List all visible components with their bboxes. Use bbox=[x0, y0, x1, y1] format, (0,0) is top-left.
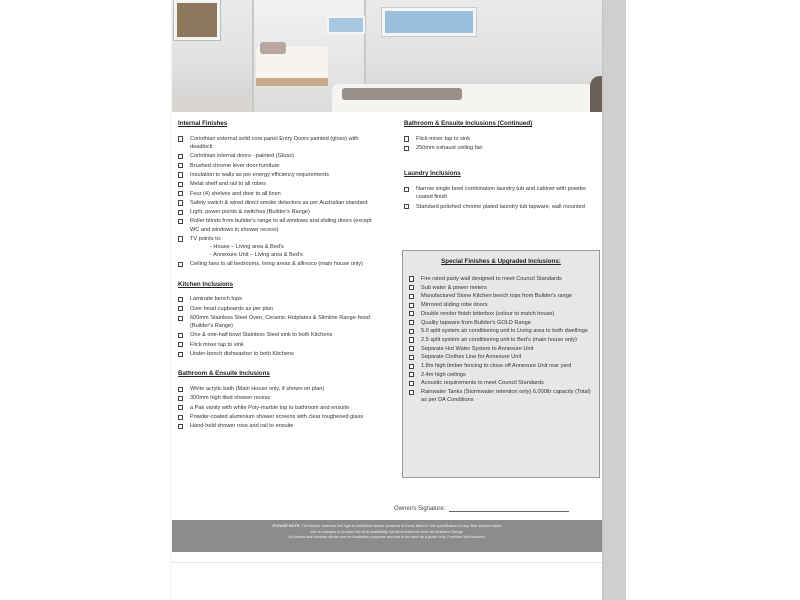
list-item: Acoustic requirements to meet Council Standards bbox=[409, 379, 593, 387]
checkbox-icon bbox=[409, 311, 414, 316]
checklist bbox=[178, 385, 378, 430]
left-column bbox=[178, 118, 378, 442]
photo-reflected-pillow bbox=[260, 42, 286, 54]
list-item: Mirrored sliding robe doors bbox=[409, 301, 593, 309]
list-item: 2.5 split system air conditioning unit to Bed's (main house only) bbox=[409, 336, 593, 344]
checkbox-icon bbox=[178, 396, 183, 401]
special-heading: Special Finishes & Upgraded Inclusions: bbox=[441, 258, 561, 265]
checkbox-icon bbox=[409, 294, 414, 299]
list-item: 600mm Stainless Steel Oven, Ceramic Hotplates & Slimline Range-hood (Builder's Range) bbox=[178, 314, 378, 330]
checklist bbox=[409, 275, 593, 404]
kitchen-inclusions-section bbox=[178, 281, 378, 359]
list-item: Ceiling fans to all bedrooms, living areas & alfresco (main house only) bbox=[178, 260, 378, 268]
tv-point-annexure: - Annexure Unit – Living area & Bed's bbox=[210, 252, 303, 259]
list-item: 5.0 split system air conditioning unit to Living area to both dwellings bbox=[409, 327, 593, 335]
list-item: Separate Hot Water System to Annexure Unit bbox=[409, 345, 593, 353]
footer-note bbox=[172, 520, 602, 552]
checkbox-icon bbox=[178, 333, 183, 338]
list-item: a Pak vanity with white Poly-marble top to bathroom and ensuite bbox=[178, 404, 378, 412]
checkbox-icon bbox=[409, 303, 414, 308]
photo-window bbox=[382, 8, 476, 36]
list-item: Brushed chrome lever door furniture bbox=[178, 162, 378, 170]
checkbox-icon bbox=[409, 355, 414, 360]
checkbox-icon bbox=[178, 219, 183, 224]
list-item: Powder-coated aluminium shower screens with clear toughened glass bbox=[178, 413, 378, 421]
list-item: Manufactured Stone Kitchen bench tops from Builder's range bbox=[409, 292, 593, 300]
tv-point-house: - House – Living area & Bed's bbox=[210, 243, 284, 250]
checkbox-icon bbox=[178, 154, 183, 159]
list-item: Safety switch & wired direct smoke detectors as per Australian standard bbox=[178, 199, 378, 207]
list-item: Quality tapware from Builder's GOLD Range bbox=[409, 319, 593, 327]
checkbox-icon bbox=[178, 236, 183, 241]
checkbox-icon bbox=[404, 136, 409, 141]
list-item: Metal shelf and rail to all robes bbox=[178, 180, 378, 188]
section-heading: Kitchen Inclusions bbox=[178, 280, 234, 288]
list-item: 250mm exhaust ceiling fan bbox=[404, 144, 600, 152]
checkbox-icon bbox=[178, 200, 183, 205]
checklist bbox=[178, 295, 378, 358]
list-item: Light, power points & switches (Builder's Range) bbox=[178, 208, 378, 216]
checkbox-icon bbox=[178, 415, 183, 420]
internal-finishes-section bbox=[178, 120, 378, 269]
photo-small-window bbox=[327, 16, 365, 34]
list-item: Over head cupboards as per plan bbox=[178, 305, 378, 313]
checklist bbox=[178, 135, 378, 269]
checkbox-icon bbox=[178, 352, 183, 357]
list-item: Corinthian external solid core panel Entry Doors painted (gloss) with deadlock bbox=[178, 135, 378, 151]
bedroom-photo bbox=[172, 0, 602, 112]
list-item: Roller blinds from builder's range to all windows and sliding doors (except WC and windows in shower recess) bbox=[178, 217, 378, 233]
checkbox-icon bbox=[178, 387, 183, 392]
list-item: Flick-mixer tap to sink bbox=[404, 135, 600, 143]
checkbox-icon bbox=[178, 182, 183, 187]
list-item: Standard polished chrome plated laundry tub tapware, wall mounted bbox=[404, 203, 600, 211]
checkbox-icon bbox=[404, 187, 409, 192]
checkbox-icon bbox=[178, 136, 183, 141]
right-column bbox=[404, 118, 600, 223]
list-item: 2.4m high ceilings bbox=[409, 371, 593, 379]
checkbox-icon bbox=[178, 342, 183, 347]
checkbox-icon bbox=[409, 329, 414, 334]
list-item: Fire rated party wall designed to meet Council Standards bbox=[409, 275, 593, 283]
signature-label: Owner/s Signature: bbox=[394, 506, 446, 512]
checkbox-icon bbox=[404, 204, 409, 209]
photo-basket bbox=[590, 76, 602, 112]
checkbox-icon bbox=[178, 316, 183, 321]
photo-wall-art bbox=[174, 0, 220, 40]
checkbox-icon bbox=[178, 405, 183, 410]
checkbox-icon bbox=[178, 172, 183, 177]
list-item: Rainwater Tanks (Stormwater retention only) 6,000ltr capacity (Total) as per DA Conditions bbox=[409, 388, 593, 404]
checkbox-icon bbox=[409, 364, 414, 369]
checkbox-icon bbox=[409, 372, 414, 377]
list-item: Flick mixer tap to sink bbox=[178, 341, 378, 349]
checkbox-icon bbox=[409, 346, 414, 351]
list-item: Separate Clothes Line for Annexure Unit bbox=[409, 353, 593, 361]
list-item: Sub water & power meters bbox=[409, 284, 593, 292]
footer-line-3: All photos and furniture shown are for illustrative purposes and are to be used as a guide only. Furniture Not included. bbox=[288, 535, 486, 540]
viewer-side-band bbox=[600, 0, 626, 600]
checkbox-icon bbox=[409, 285, 414, 290]
laundry-inclusions-section bbox=[404, 170, 600, 211]
bathroom-continued-section bbox=[404, 120, 600, 152]
list-item: Insulation to walls as per energy efficiency requirements bbox=[178, 171, 378, 179]
checkbox-icon bbox=[178, 424, 183, 429]
checkbox-icon bbox=[178, 163, 183, 168]
footer-line-1: PLEASE NOTE: The builder reserves the right to substitute similar products to those listed in this specification of any item without notice bbox=[272, 524, 502, 528]
list-item: 300mm high tiled shower recess bbox=[178, 394, 378, 402]
special-finishes-box bbox=[402, 250, 600, 478]
checkbox-icon bbox=[178, 297, 183, 302]
section-heading: Bathroom & Ensuite Inclusions bbox=[178, 370, 270, 378]
list-item: 1.8m high timber fencing to close off Annexure Unit rear yard bbox=[409, 362, 593, 370]
checkbox-icon bbox=[178, 191, 183, 196]
list-item: One & one-half bowl Stainless Steel sink to both Kitchens bbox=[178, 331, 378, 339]
checklist bbox=[404, 185, 600, 211]
list-item: Laminate bench tops bbox=[178, 295, 378, 303]
checklist bbox=[404, 135, 600, 152]
checkbox-icon bbox=[409, 320, 414, 325]
section-heading: Internal Finishes bbox=[178, 120, 228, 127]
list-item: Hand-held shower rose and rail to ensuite bbox=[178, 422, 378, 430]
checkbox-icon bbox=[178, 262, 183, 267]
list-item: Narrow single bowl combination laundry tub and cabinet with powder coated finish bbox=[404, 185, 600, 201]
checkbox-icon bbox=[409, 276, 414, 281]
footer-line-2: due to changes in product line &/or availability. All items listed are from the Builder's Range. bbox=[310, 529, 464, 534]
bathroom-ensuite-section bbox=[178, 370, 378, 430]
list-item: White acrylic bath (Main House only, if shown on plan) bbox=[178, 385, 378, 393]
section-heading: Bathroom & Ensuite Inclusions (Continued) bbox=[404, 120, 533, 127]
checkbox-icon bbox=[409, 390, 414, 395]
checkbox-icon bbox=[178, 306, 183, 311]
list-item: Double render finish letterbox (colour to match house) bbox=[409, 310, 593, 318]
owner-signature bbox=[394, 505, 569, 512]
checkbox-icon bbox=[178, 210, 183, 215]
list-item: Corinthian internal doors - painted (Gloss) bbox=[178, 152, 378, 160]
page-divider bbox=[172, 562, 602, 563]
photo-bed-throw bbox=[342, 88, 462, 100]
list-item: Under-bench dishwasher to both Kitchens bbox=[178, 350, 378, 358]
signature-line bbox=[449, 505, 569, 512]
section-heading: Laundry Inclusions bbox=[404, 170, 461, 178]
list-item: TV points to: - House – Living area & Bed's - Annexure Unit – Living area & Bed's bbox=[178, 235, 378, 259]
checkbox-icon bbox=[409, 381, 414, 386]
brochure-page bbox=[172, 0, 602, 600]
list-item: Four (4) shelves and door to all linen bbox=[178, 190, 378, 198]
footer-note-label: PLEASE NOTE: bbox=[272, 524, 301, 528]
checkbox-icon bbox=[404, 146, 409, 151]
checkbox-icon bbox=[409, 337, 414, 342]
